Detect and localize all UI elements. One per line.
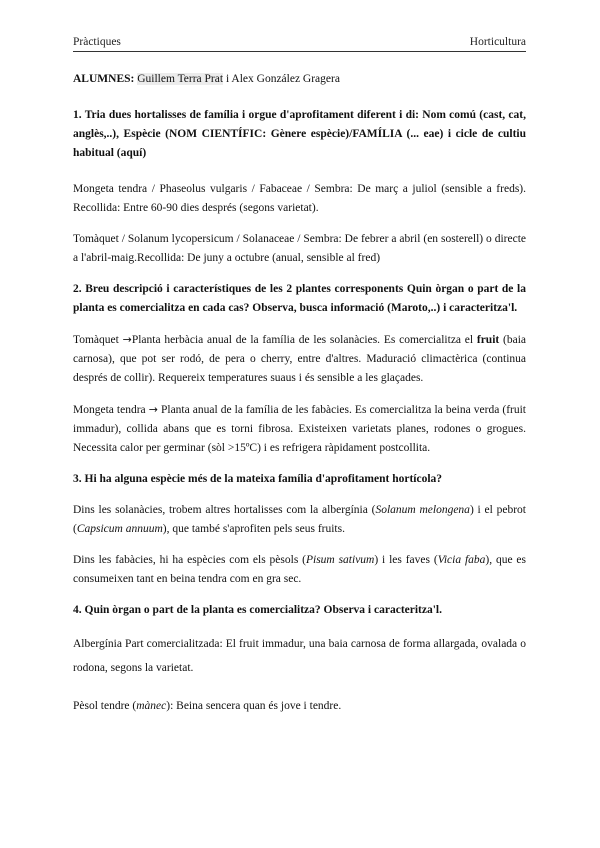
q3-p1-text-a: Dins les solanàcies, trobem altres hortalisses com la albergínia ( [73,504,376,516]
q3-answer-fabaceae [73,551,526,589]
question-2: 2. Breu descripció i característiques de les 2 plantes corresponents Quin òrgan o part de la planta es comercialitza en cada cas? Observa, busca informació (Maroto,..) i caracteritza'l. [73,283,526,314]
student-name-1: Guillem Terra Prat [137,73,224,85]
q3-p1-species-1: Solanum melongena [375,504,470,516]
question-1: 1. Tria dues hortalisses de família i orgue d'aprofitament diferent i di: Nom comú (cast, cat, anglès,..), Espècie (NOM CIENTÍFIC: Gènere espècie)/FAMÍLIA (... eae) i cicle de cultiu habitual (aquí) [73,109,526,159]
q4-p2-italic: mànec [136,700,167,712]
q3-p2-species-2: Vicia faba [437,554,486,566]
students-line [73,70,526,89]
header-left: Pràctiques [73,36,121,48]
q2-tomato-text-b: (baia carnosa), que pot ser rodó, de pera o cherry, entre d'altres. Maduració climactèrica (continua després de collir). Requereix temperatures suaus i és sensible a les glaçades. [73,334,526,384]
q4-p2-text-a: Pèsol tendre ( [73,700,137,712]
header-rule [73,51,526,52]
q3-p2-species-1: Pisum sativum [305,554,375,566]
q2-bean-text: Planta anual de la família de les fabàcies. Es comercialitza la beina verda (fruit immadur), collida abans que es torni fibrosa. Existeixen varietats planes, rodones o grogues. Necessita calor per germinar (sòl >15ºC) i es refrigera ràpidament postcollita. [73,404,526,454]
q1-answer-bean: Mongeta tendra / Phaseolus vulgaris / Fabaceae / Sembra: De març a juliol (sensible a freds). Recollida: Entre 60-90 dies després (segons varietat). [73,183,526,214]
q4-answer-pea [73,697,526,716]
q4-p2-text-b: ): Beina sencera quan és jove i tendre. [166,700,342,712]
q2-tomato-bold: fruit [476,334,500,346]
q2-tomato-text-a: Planta herbàcia anual de la família de les solanàcies. Es comercialitza el [131,334,477,346]
q2-answer-tomato [73,330,526,388]
arrow-icon: → [122,333,132,346]
q3-p1-text-c: ), que també s'aprofiten pels seus fruits. [162,523,345,535]
arrow-icon: → [148,403,158,416]
q3-p2-text-c: ), que es consumeixen tant en beina tendra com en gra sec. [73,554,526,585]
q1-answer-tomato: Tomàquet / Solanum lycopersicum / Solanaceae / Sembra: De febrer a abril (en sosterell) o directe a l'abril-maig.Recollida: De juny a octubre (anual, sensible al fred) [73,233,526,264]
q2-tomato-name: Tomàquet [73,334,123,346]
q3-p1-text-b: ) i el pebrot ( [73,504,526,535]
q4-answer-eggplant: Albergínia Part comercialitzada: El fruit immadur, una baia carnosa de forma allargada, ovalada o rodona, segons la varietat. [73,638,526,674]
q3-p1-species-2: Capsicum annuum [76,523,163,535]
document-body [73,70,526,716]
question-3: 3. Hi ha alguna espècie més de la mateixa família d'aprofitament hortícola? [73,473,443,485]
question-4: 4. Quin òrgan o part de la planta es comercialitza? Observa i caracteritza'l. [73,604,442,616]
page-header [73,36,526,48]
q3-p2-text-b: ) i les faves ( [374,554,438,566]
student-name-2: Alex González Gragera [231,73,340,85]
q3-p2-text-a: Dins les fabàcies, hi ha espècies com els pèsols ( [73,554,306,566]
students-label: ALUMNES: [73,73,135,85]
header-right: Horticultura [469,36,526,48]
q2-answer-bean [73,400,526,458]
q2-bean-name: Mongeta tendra [73,404,149,416]
q3-answer-solanaceae [73,501,526,539]
students-connector: i [225,73,230,85]
